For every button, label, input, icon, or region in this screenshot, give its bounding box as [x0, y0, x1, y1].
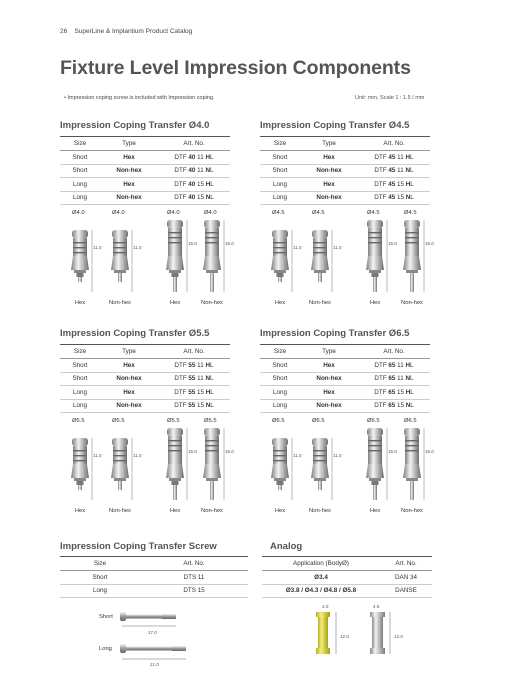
art-prefix: DTF [374, 167, 389, 175]
cell-size: Short [260, 372, 300, 386]
height-label: 15.0 [188, 449, 197, 454]
diameter-label: Ø4.0 [112, 210, 125, 216]
page-number: 26 [60, 28, 68, 35]
coping-type-label: Hex [369, 300, 381, 306]
art-suffix: L [410, 402, 414, 410]
col-art: Art. No. [158, 345, 230, 359]
coping-type-label: Hex [74, 300, 86, 306]
col-application: Application (BodyØ) [262, 557, 380, 571]
cell-type: Hex [100, 386, 158, 400]
art-suffix: L [410, 375, 414, 383]
coping-type-label: Non-hex [401, 508, 423, 514]
art-prefix: DTF [174, 167, 189, 175]
cell-type: Non-hex [300, 372, 358, 386]
cell-size: Long [60, 584, 140, 598]
art-length: 15 [195, 194, 206, 202]
cell-type: Non-hex [100, 372, 158, 386]
art-code: H [205, 153, 211, 161]
height-label: 11.0 [93, 453, 102, 458]
art-length: 11 [395, 167, 406, 175]
analog-table-header [262, 557, 432, 571]
art-length: 15 [395, 402, 406, 410]
coping-type-label: Hex [74, 508, 86, 514]
art-length: 11 [395, 375, 406, 383]
cell-type: Hex [100, 359, 158, 373]
art-code: H [405, 361, 411, 369]
cell-type: Non-hex [100, 164, 158, 178]
art-suffix: L [410, 194, 414, 202]
height-label: 11.0 [293, 245, 302, 250]
coping-type-label: Non-hex [201, 508, 223, 514]
cell-type: Non-hex [300, 399, 358, 413]
diameter-label: Ø4.0 [204, 210, 217, 216]
art-length: 11 [195, 153, 206, 161]
cell-size: Long [60, 178, 100, 192]
coping-type-label: Hex [169, 508, 181, 514]
art-prefix: DTF [374, 361, 389, 369]
diameter-label: Ø5.5 [72, 418, 85, 424]
art-length: 15 [195, 388, 206, 396]
col-art: Art. No. [380, 557, 432, 571]
art-prefix: DTF [174, 153, 189, 161]
art-code: H [205, 388, 211, 396]
diameter-label: Ø4.5 [312, 210, 325, 216]
art-suffix: L [210, 388, 214, 396]
art-code: H [405, 153, 411, 161]
cell-type: Hex [100, 151, 158, 165]
cell-size: Short [60, 372, 100, 386]
art-length: 11 [195, 167, 206, 175]
art-length: 15 [395, 180, 406, 188]
col-art: Art. No. [158, 137, 230, 151]
col-art: Art. No. [358, 345, 430, 359]
art-length: 11 [195, 361, 206, 369]
art-prefix: DTF [374, 402, 389, 410]
art-prefix: DTF [174, 194, 189, 202]
yellow-analog [316, 612, 336, 654]
art-suffix: L [210, 402, 214, 410]
screw-table-header [60, 557, 248, 571]
art-prefix: DTF [374, 375, 389, 383]
diameter-label: Ø4.5 [404, 210, 417, 216]
analog-width-silver: 4.5 [373, 604, 380, 609]
analog-table [262, 556, 432, 598]
section-title: Impression Coping Transfer Ø4.0 [60, 120, 210, 131]
art-prefix: DTF [174, 402, 189, 410]
art-prefix: DTF [174, 180, 189, 188]
art-prefix: DTF [374, 153, 389, 161]
cell-type: Hex [100, 178, 158, 192]
cell-size: Short [60, 571, 140, 585]
art-code: N [205, 402, 211, 410]
art-length: 15 [395, 388, 406, 396]
art-code: N [205, 167, 211, 175]
section-title: Impression Coping Transfer Ø5.5 [60, 328, 210, 339]
screw-label-short: Short [99, 614, 113, 620]
art-length: 15 [195, 402, 206, 410]
cell-size: Long [260, 178, 300, 192]
art-code: H [405, 388, 411, 396]
silver-analog [370, 612, 390, 654]
art-prefix: DTF [374, 180, 389, 188]
diameter-label: Ø5.5 [167, 418, 180, 424]
cell-art: DTS 15 [140, 584, 248, 598]
cell-art: DAN 34 [380, 571, 432, 585]
unit-text: Unit: mm, Scale 1 : 1.5 / mm [355, 95, 425, 101]
art-suffix: L [410, 388, 414, 396]
cell-type: Non-hex [100, 191, 158, 205]
diameter-label: Ø5.5 [204, 418, 217, 424]
height-label: 11.0 [293, 453, 302, 458]
art-suffix: L [410, 180, 414, 188]
cell-size: Long [60, 386, 100, 400]
art-diameter: 55 [188, 361, 196, 369]
col-type: Type [100, 345, 158, 359]
note-label: Impression coping screw is included with Impression coping. [67, 95, 215, 101]
art-suffix: L [210, 361, 214, 369]
diameter-label: Ø6.5 [404, 418, 417, 424]
non-hex-coping-image [311, 438, 329, 490]
art-suffix: L [210, 194, 214, 202]
long-screw [120, 644, 186, 659]
art-suffix: L [410, 167, 414, 175]
art-prefix: DTF [174, 375, 189, 383]
cell-type: Non-hex [300, 191, 358, 205]
cell-size: Short [260, 151, 300, 165]
cell-type: Non-hex [300, 164, 358, 178]
coping-type-label: Non-hex [201, 300, 223, 306]
height-label: 11.0 [93, 245, 102, 250]
non-hex-coping-image [403, 428, 421, 500]
cell-size: Long [260, 399, 300, 413]
art-diameter: 40 [188, 167, 196, 175]
art-code: N [205, 194, 211, 202]
diameter-label: Ø4.0 [167, 210, 180, 216]
page-title: Fixture Level Impression Components [60, 57, 411, 79]
art-diameter: 65 [388, 388, 396, 396]
art-code: N [405, 402, 411, 410]
art-suffix: L [210, 180, 214, 188]
note-text: • Impression coping screw is included with Impression coping. [64, 95, 215, 101]
art-code: N [205, 375, 211, 383]
coping-type-label: Non-hex [109, 508, 131, 514]
cell-size: Short [60, 164, 100, 178]
art-diameter: 55 [188, 375, 196, 383]
art-diameter: 65 [388, 402, 396, 410]
art-diameter: 55 [188, 402, 196, 410]
cell-application: Ø3.8 / Ø4.3 / Ø4.8 / Ø5.8 [262, 584, 380, 598]
coping-type-label: Non-hex [309, 300, 331, 306]
height-label: 15.0 [425, 241, 434, 246]
cell-art: DTS 11 [140, 571, 248, 585]
coping-type-label: Hex [274, 508, 286, 514]
section-title: Impression Coping Transfer Ø6.5 [260, 328, 410, 339]
art-code: N [405, 167, 411, 175]
catalog-title: SuperLine & Implantium Product Catalog [74, 28, 193, 35]
hex-coping-image [366, 428, 384, 500]
art-diameter: 40 [188, 180, 196, 188]
col-size: Size [260, 345, 300, 359]
cell-type: Hex [300, 386, 358, 400]
section-title: Impression Coping Transfer Ø4.5 [260, 120, 410, 131]
diameter-label: Ø4.0 [72, 210, 85, 216]
table-row [60, 571, 248, 585]
coping-type-label: Non-hex [309, 508, 331, 514]
height-label: 15.0 [388, 241, 397, 246]
col-art: Art. No. [140, 557, 248, 571]
art-length: 11 [195, 375, 206, 383]
height-label: 15.0 [225, 449, 234, 454]
coping-type-label: Hex [369, 508, 381, 514]
analog-height-silver: 12.0 [394, 634, 403, 639]
cell-type: Hex [300, 178, 358, 192]
cell-size: Long [260, 386, 300, 400]
art-prefix: DTF [374, 388, 389, 396]
art-length: 15 [195, 180, 206, 188]
art-diameter: 40 [188, 153, 196, 161]
cell-type: Hex [300, 359, 358, 373]
art-code: H [205, 361, 211, 369]
table-row [262, 584, 432, 598]
art-diameter: 45 [388, 167, 396, 175]
art-diameter: 55 [188, 388, 196, 396]
height-label: 11.0 [133, 453, 142, 458]
screw-length-short: 17.0 [148, 630, 157, 635]
art-prefix: DTF [174, 388, 189, 396]
cell-art: DANSE [380, 584, 432, 598]
art-suffix: L [410, 153, 414, 161]
art-length: 11 [395, 153, 406, 161]
art-diameter: 45 [388, 194, 396, 202]
art-length: 11 [395, 361, 406, 369]
analog-height-yellow: 12.0 [340, 634, 349, 639]
height-label: 11.0 [333, 245, 342, 250]
screw-table [60, 556, 248, 598]
art-diameter: 65 [388, 361, 396, 369]
cell-size: Long [260, 191, 300, 205]
art-diameter: 65 [388, 375, 396, 383]
diameter-label: Ø6.5 [367, 418, 380, 424]
screw-label-long: Long [99, 646, 112, 652]
cell-size: Short [260, 359, 300, 373]
art-diameter: 40 [188, 194, 196, 202]
coping-type-label: Non-hex [109, 300, 131, 306]
coping-type-label: Hex [169, 300, 181, 306]
art-diameter: 45 [388, 153, 396, 161]
art-prefix: DTF [174, 361, 189, 369]
cell-size: Long [60, 191, 100, 205]
diameter-label: Ø6.5 [272, 418, 285, 424]
art-suffix: L [410, 361, 414, 369]
diameter-label: Ø4.5 [272, 210, 285, 216]
art-suffix: L [210, 167, 214, 175]
diameter-label: Ø6.5 [312, 418, 325, 424]
table-row [60, 584, 248, 598]
col-size: Size [60, 557, 140, 571]
art-code: H [405, 180, 411, 188]
art-diameter: 45 [388, 180, 396, 188]
analog-section-title: Analog [270, 541, 303, 552]
analog-width-yellow: 4.0 [322, 604, 329, 609]
cell-type: Non-hex [100, 399, 158, 413]
col-size: Size [260, 137, 300, 151]
height-label: 15.0 [188, 241, 197, 246]
diameter-label: Ø5.5 [112, 418, 125, 424]
hex-coping-image [271, 438, 289, 490]
height-label: 11.0 [333, 453, 342, 458]
cell-type: Hex [300, 151, 358, 165]
col-art: Art. No. [358, 137, 430, 151]
art-suffix: L [210, 153, 214, 161]
analog-drawing [310, 610, 410, 670]
cell-size: Short [60, 359, 100, 373]
height-label: 11.0 [133, 245, 142, 250]
cell-size: Long [60, 399, 100, 413]
height-label: 15.0 [388, 449, 397, 454]
table-row [262, 571, 432, 585]
col-type: Type [300, 137, 358, 151]
cell-size: Short [260, 164, 300, 178]
art-code: H [205, 180, 211, 188]
art-code: N [405, 194, 411, 202]
col-type: Type [100, 137, 158, 151]
col-type: Type [300, 345, 358, 359]
screw-length-long: 21.0 [150, 662, 159, 667]
screw-section-title: Impression Coping Transfer Screw [60, 541, 217, 552]
coping-type-label: Hex [274, 300, 286, 306]
art-code: N [405, 375, 411, 383]
art-suffix: L [210, 375, 214, 383]
cell-size: Short [60, 151, 100, 165]
col-size: Size [60, 137, 100, 151]
col-size: Size [60, 345, 100, 359]
cell-application: Ø3.4 [262, 571, 380, 585]
art-length: 15 [395, 194, 406, 202]
coping-type-label: Non-hex [401, 300, 423, 306]
height-label: 15.0 [425, 449, 434, 454]
short-screw [120, 612, 176, 626]
art-prefix: DTF [374, 194, 389, 202]
diameter-label: Ø4.5 [367, 210, 380, 216]
height-label: 15.0 [225, 241, 234, 246]
